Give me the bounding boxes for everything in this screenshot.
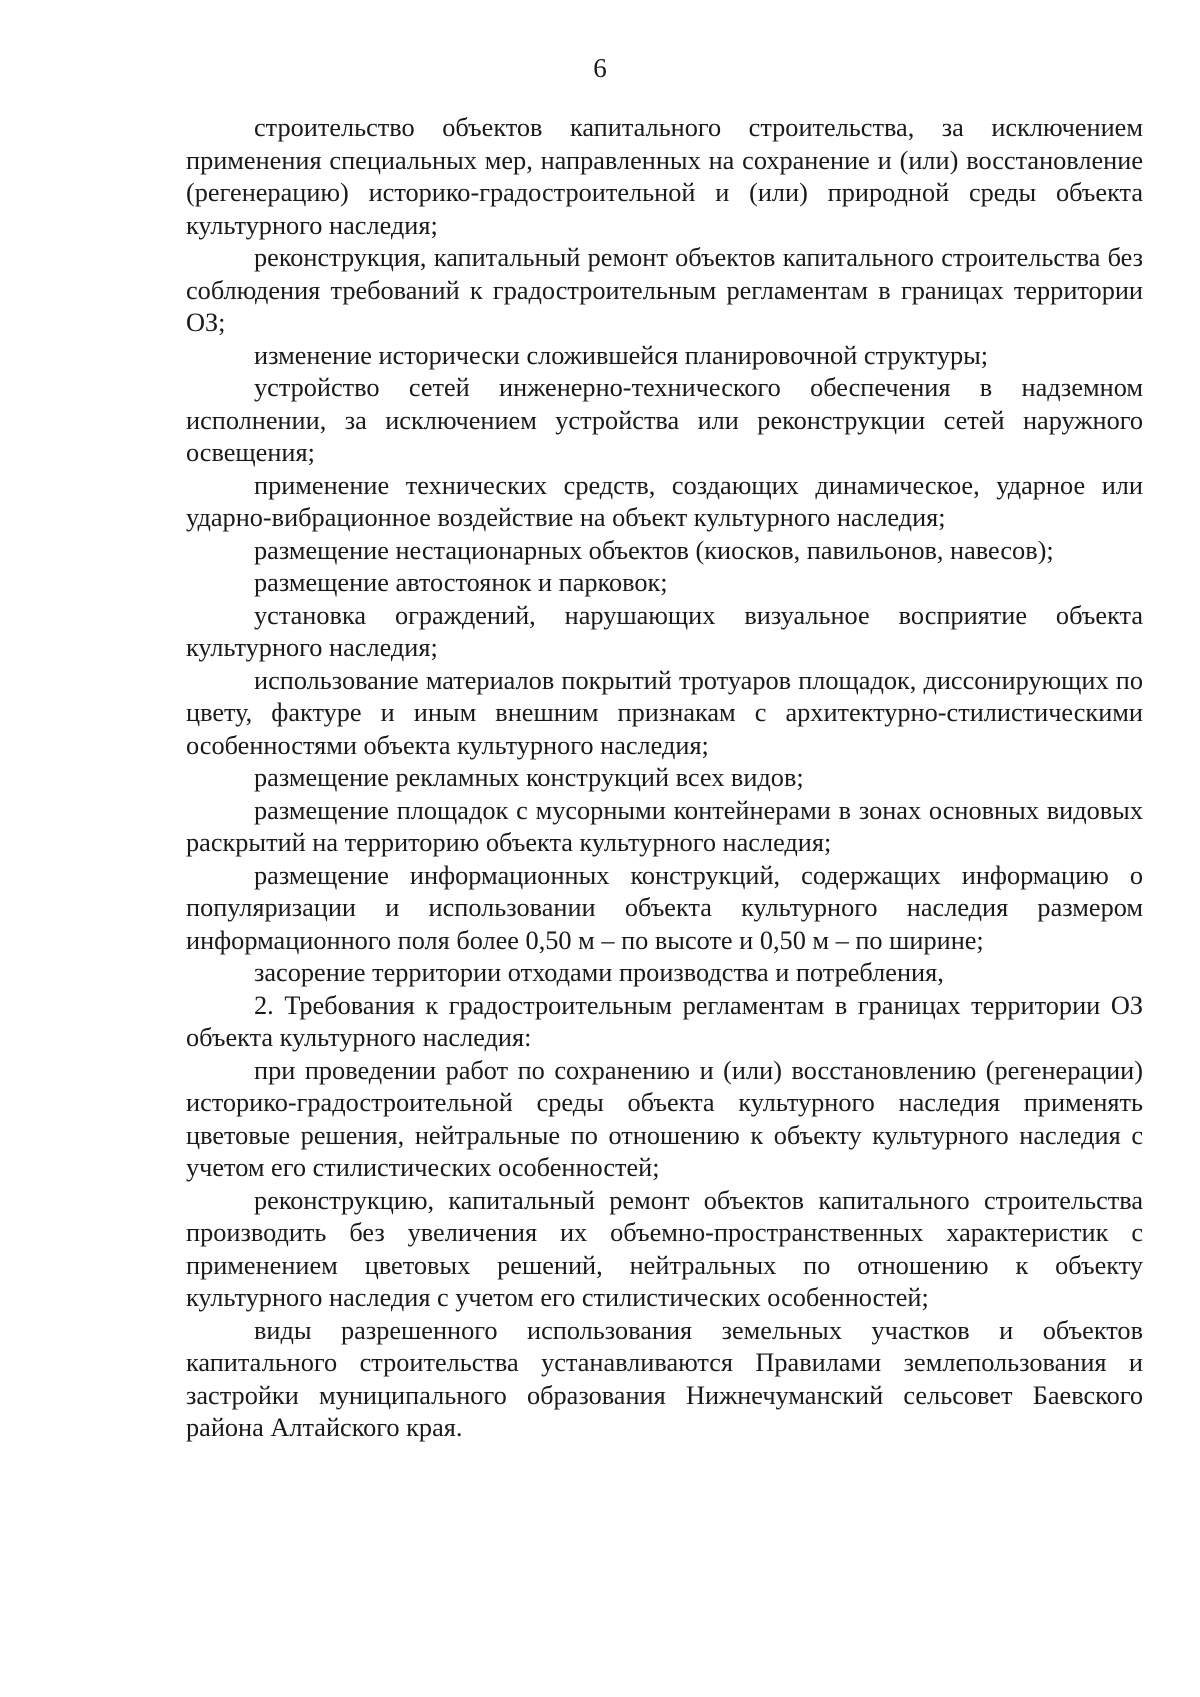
paragraph-littering: засорение территории отходами производства и потребления, [254,958,944,987]
paragraph-garbage-sites: размещение площадок с мусорными контейнерами в зонах основных видовых раскрытий на территорию объекта культурного наследия; [186,795,1143,857]
paragraph-non-stationary-objects: размещение нестационарных объектов (киосков, павильонов, навесов); [254,535,1054,565]
paragraph-reconstruction-ban: реконструкция, капитальный ремонт объектов капитального строительства без соблюдения требований к градостроительным регламентам в границах территории ОЗ; [186,243,1143,337]
paragraph-technical-means: применение технических средств, создающих динамическое, ударное или ударно-вибрационное воздействие на объект культурного наследия; [186,470,1143,532]
paragraph-color-solutions: при проведении работ по сохранению и (или) восстановлению (регенерации) историко-градостроительной среды объекта культурного наследия применять цветовые решения, нейтральные по отношению к объекту культурного наследия с учетом его стилистических особенностей; [186,1055,1143,1182]
paragraph-pavement-materials: использование материалов покрытий тротуаров площадок, диссонирующих по цвету, фактуре и иным внешним признакам с архитектурно-стилистическими особенностями объекта культурного наследия; [186,665,1143,760]
paragraph-parking: размещение автостоянок и парковок; [254,568,668,597]
document-body [186,112,1143,1445]
page-number: 6 [593,53,607,83]
paragraph-capital-construction-ban: строительство объектов капитального строительства, за исключением применения специальных мер, направленных на сохранение и (или) восстановление (регенерацию) историко-градостроительной и (или) природной среды объекта культурного наследия; [186,113,1143,240]
paragraph-engineering-networks: устройство сетей инженерно-технического обеспечения в надземном исполнении, за исключением устройства или реконструкции сетей наружного освещения; [186,373,1143,467]
paragraph-fences: установка ограждений, нарушающих визуальное восприятие объекта культурного наследия; [186,600,1143,662]
paragraph-advertising: размещение рекламных конструкций всех видов; [254,763,804,792]
paragraph-section-2-heading: 2. Требования к градостроительным регламентам в границах территории ОЗ объекта культурного наследия: [186,990,1143,1052]
paragraph-information-structures: размещение информационных конструкций, содержащих информацию о популяризации и использовании объекта культурного наследия размером информационного поля более 0,50 м – по высоте и 0,50 м – по ширине; [186,860,1143,955]
paragraph-planning-structure: изменение исторически сложившейся планировочной структуры; [254,340,989,370]
paragraph-reconstruction-rules: реконструкцию, капитальный ремонт объектов капитального строительства производить без увеличения их объемно-пространственных характеристик с применением цветовых решений, нейтральных по отношению к объекту культурного наследия с учетом его стилистических особенностей; [186,1185,1143,1312]
paragraph-permitted-use: виды разрешенного использования земельных участков и объектов капитального строительства устанавливаются Правилами землепользования и застройки муниципального образования Нижнечуманский сельсовет Баевского района Алтайского края. [186,1315,1143,1442]
